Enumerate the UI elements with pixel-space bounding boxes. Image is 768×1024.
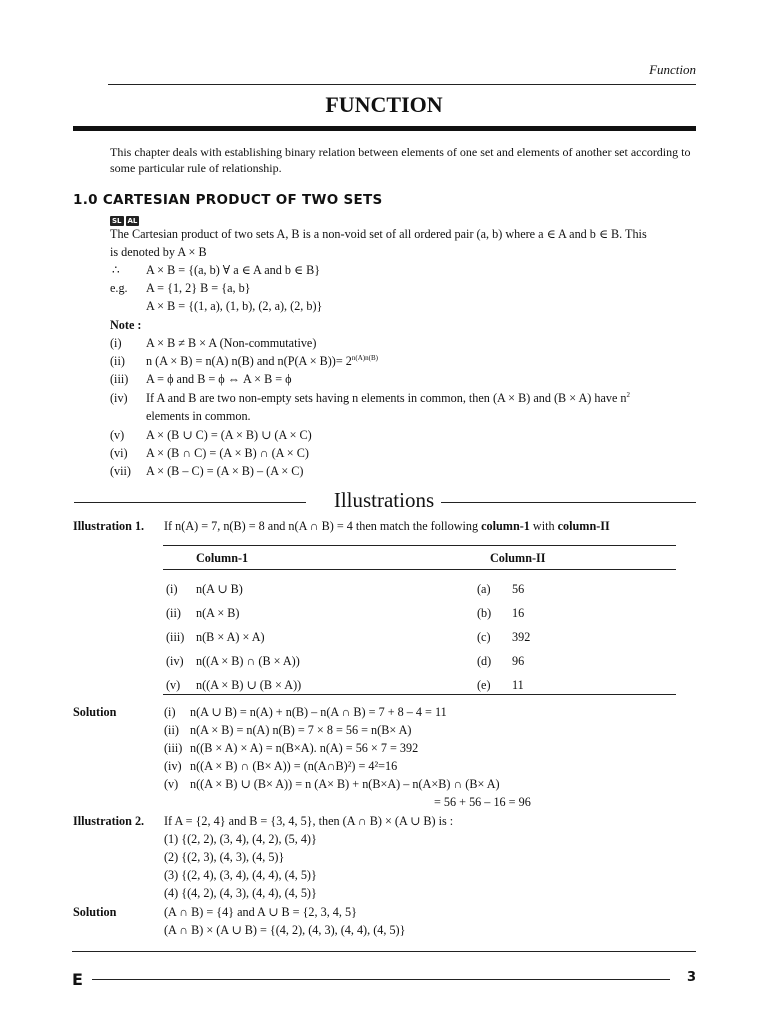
- table-cell: 56: [512, 582, 525, 596]
- table-rule-top: [163, 545, 676, 546]
- solution-line: n((A × B) ∪ (B× A)) = n (A× B) + n(B×A) – n(A×B) ∩ (B× A): [190, 777, 500, 791]
- question-text: with: [529, 519, 558, 533]
- table-header-col1: Column-1: [196, 551, 249, 565]
- note-num: (vi): [110, 446, 128, 460]
- illustrations-rule-right: [441, 502, 696, 503]
- table-cell: n((A × B) ∩ (B × A)): [196, 654, 300, 668]
- table-cell: (iii): [166, 630, 185, 644]
- note-text: [146, 354, 378, 369]
- option: (4) {(4, 2), (4, 3), (4, 4), (4, 5)}: [164, 886, 317, 900]
- definition-line-2: is denoted by A × B: [110, 245, 207, 259]
- table-rule-mid: [163, 569, 676, 570]
- question-bold: column-II: [557, 519, 610, 533]
- note-superscript: n(A)n(B): [351, 354, 378, 362]
- solution-num: (v): [164, 777, 179, 791]
- note-text-continued: elements in common.: [146, 409, 251, 423]
- note-num: (i): [110, 336, 122, 350]
- question-bold: column-1: [481, 519, 530, 533]
- solution-num: (iv): [164, 759, 182, 773]
- note-superscript: 2: [626, 391, 631, 399]
- table-cell: (c): [477, 630, 491, 644]
- note-text: A × (B ∪ C) = (A × B) ∪ (A × C): [146, 428, 312, 442]
- table-header-col2: Column-II: [490, 551, 546, 565]
- note-text: A × (B ∩ C) = (A × B) ∩ (A × C): [146, 446, 309, 460]
- table-cell: n(B × A) × A): [196, 630, 265, 644]
- definition-line-1: The Cartesian product of two sets A, B is a non-void set of all ordered pair (a, b) where a ∈ A and b ∈ B. This: [110, 227, 647, 241]
- table-cell: (d): [477, 654, 492, 668]
- solution-line: n((B × A) × A) = n(B×A). n(A) = 56 × 7 = 392: [190, 741, 419, 755]
- table-cell: (ii): [166, 606, 181, 620]
- eg-line-2: A × B = {(1, a), (1, b), (2, a), (2, b)}: [146, 299, 323, 313]
- table-cell: (e): [477, 678, 491, 692]
- note-text: A × B ≠ B × A (Non-commutative): [146, 336, 317, 350]
- note-text-main: n (A × B) = n(A) n(B) and n(P(A × B))= 2: [146, 354, 352, 369]
- table-cell: 392: [512, 630, 531, 644]
- table-cell: (b): [477, 606, 492, 620]
- solution-num: (i): [164, 705, 176, 719]
- note-num: (iv): [110, 391, 128, 405]
- eg-label: e.g.: [110, 281, 128, 295]
- section-heading: 1.0 CARTESIAN PRODUCT OF TWO SETS: [73, 192, 383, 208]
- solution-num: (iii): [164, 741, 183, 755]
- intro-paragraph: This chapter deals with establishing binary relation between elements of one set and elements of another set according to some particular rule of relationship.: [110, 145, 691, 175]
- solution-line: n(A × B) = n(A) n(B) = 7 × 8 = 56 = n(B× A): [190, 723, 412, 737]
- illustration-1-question: [164, 519, 610, 534]
- solution-num: (ii): [164, 723, 179, 737]
- note-num: (v): [110, 428, 125, 442]
- header-rule: [108, 84, 696, 85]
- running-header: Function: [649, 62, 696, 77]
- footer-mark: E: [72, 970, 83, 989]
- table-cell: (v): [166, 678, 181, 692]
- solution-line: (A ∩ B) × (A ∪ B) = {(4, 2), (4, 3), (4, 4), (4, 5)}: [164, 923, 406, 937]
- table-cell: (iv): [166, 654, 184, 668]
- note-num: (iii): [110, 372, 129, 386]
- note-text: A × (B – C) = (A × B) – (A × C): [146, 464, 304, 478]
- table-cell: (a): [477, 582, 491, 596]
- note-text: A = ϕ and B = ϕ ⇔ A × B = ϕ: [146, 372, 292, 386]
- table-cell: n(A ∪ B): [196, 582, 243, 596]
- solution-2-label: Solution: [73, 905, 117, 919]
- badge-al: AL: [127, 217, 138, 225]
- solution-line: n((A × B) ∩ (B× A)) = (n(A∩B)²) = 4²=16: [190, 759, 398, 773]
- option: (1) {(2, 2), (3, 4), (4, 2), (5, 4)}: [164, 832, 317, 846]
- table-cell: 16: [512, 606, 525, 620]
- option: (3) {(2, 4), (3, 4), (4, 4), (4, 5)}: [164, 868, 317, 882]
- table-cell: (i): [166, 582, 178, 596]
- table-cell: n(A × B): [196, 606, 240, 620]
- table-cell: 96: [512, 654, 525, 668]
- question-text: If n(A) = 7, n(B) = 8 and n(A ∩ B) = 4 then match the following: [164, 519, 482, 533]
- note-num: (vii): [110, 464, 131, 478]
- note-num: (ii): [110, 354, 125, 368]
- illustration-2-question: If A = {2, 4} and B = {3, 4, 5}, then (A ∩ B) × (A ∪ B) is :: [164, 814, 454, 828]
- note-text-main: If A and B are two non-empty sets having n elements in common, then (A × B) and (B × A) have n: [146, 391, 627, 406]
- footer-rule: [72, 951, 696, 952]
- solution-line: = 56 + 56 – 16 = 96: [434, 795, 531, 809]
- option: (2) {(2, 3), (4, 3), (4, 5)}: [164, 850, 285, 864]
- level-badges: [110, 210, 141, 228]
- therefore-expression: A × B = {(a, b) ∀ a ∈ A and b ∈ B}: [146, 263, 321, 277]
- title-bar: [73, 126, 696, 131]
- note-text: [146, 391, 630, 406]
- solution-1-label: Solution: [73, 705, 117, 719]
- illustrations-heading: Illustrations: [333, 488, 435, 512]
- solution-line: (A ∩ B) = {4} and A ∪ B = {2, 3, 4, 5}: [164, 905, 357, 919]
- table-cell: 11: [512, 678, 524, 692]
- illustration-1-label: Illustration 1.: [73, 519, 145, 533]
- eg-line-1: A = {1, 2} B = {a, b}: [146, 281, 251, 295]
- solution-line: n(A ∪ B) = n(A) + n(B) – n(A ∩ B) = 7 + 8 – 4 = 11: [190, 705, 447, 719]
- badge-sl: SL: [112, 217, 122, 225]
- therefore-symbol: ∴: [112, 263, 120, 277]
- page-title: FUNCTION: [325, 92, 443, 117]
- table-cell: n((A × B) ∪ (B × A)): [196, 678, 302, 692]
- footer-rule-inner: [92, 979, 670, 980]
- note-label: Note :: [110, 318, 142, 332]
- table-rule-bottom: [163, 694, 676, 695]
- page-number: 3: [686, 970, 696, 985]
- illustration-2-label: Illustration 2.: [73, 814, 145, 828]
